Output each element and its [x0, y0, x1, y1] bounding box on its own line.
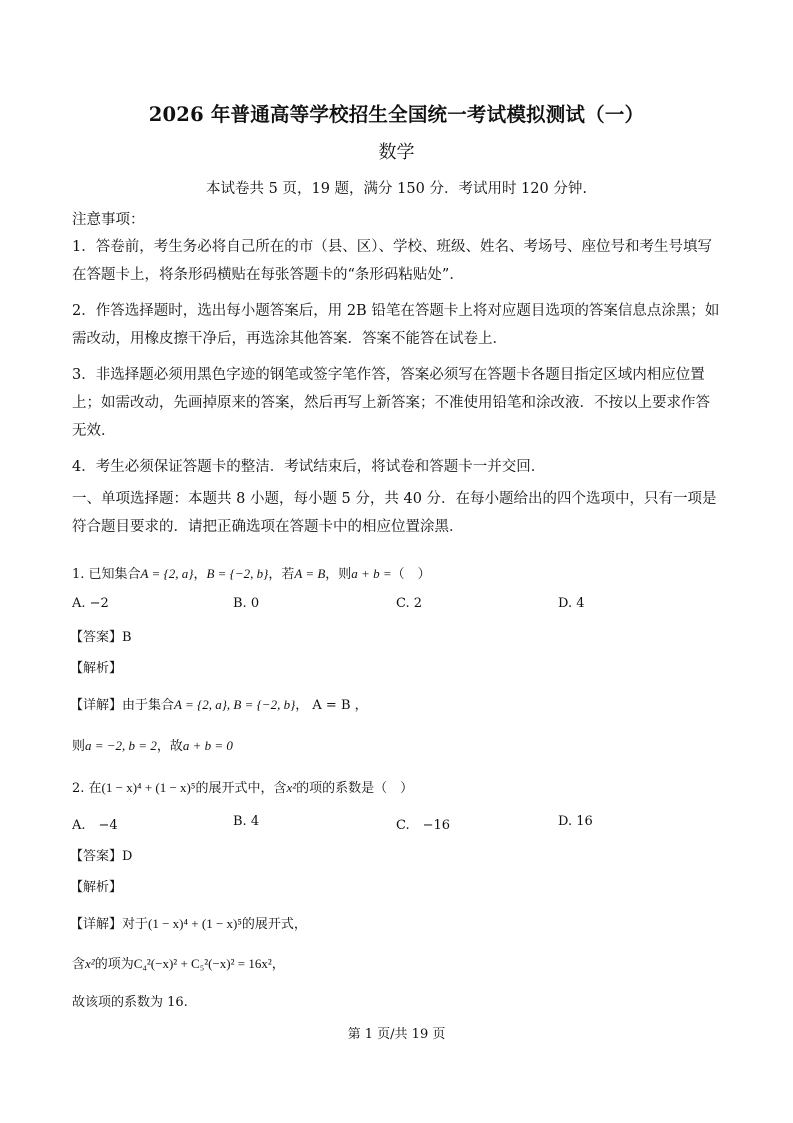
- q1-analysis-tag: 【解析】: [70, 661, 123, 676]
- q1-option-a: A. −2: [72, 596, 109, 611]
- q1-paren: （ ）: [391, 567, 431, 582]
- q2-answer-tag: 【答案】D: [70, 849, 133, 864]
- exam-subject: 数学: [378, 142, 415, 163]
- notice-heading: 注意事项：: [72, 212, 145, 228]
- q1-result-prefix: 则: [72, 739, 86, 754]
- q1-result-mid: ，故: [156, 739, 183, 754]
- q2-detail-suffix: 的展开式，: [241, 917, 307, 932]
- q1-expr: a + b =: [351, 566, 392, 581]
- q1-prefix: 1. 已知集合: [72, 567, 141, 582]
- q2-detail: [70, 913, 307, 932]
- q1-detail-prefix: 【详解】由于集合: [70, 698, 175, 713]
- q2-expr: (1 − x)⁴ + (1 − x)⁵: [101, 780, 196, 795]
- q1-set-a: A = {2, a}: [140, 566, 194, 581]
- q1-detail-sets: A = {2, a}, B = {−2, b}: [174, 697, 296, 712]
- notice-item-3: 3．非选择题必须用黑色字迹的钢笔或签字笔作答，答案必须写在答题卡各题目指定区域内相应位置上；如需改动，先画掉原来的答案，然后再写上新答案；不准使用铅笔和涂改液．不按以上要求作答无效．: [72, 367, 710, 439]
- q2-suffix: 的项的系数是（ ）: [296, 781, 414, 796]
- q2-option-a: A. −4: [72, 818, 118, 833]
- notice-item-1: 1．答卷前，考生务必将自己所在的市（县、区）、学校、班级、姓名、考场号、座位号和考生号填写在答题卡上，将条形码横贴在每张答题卡的“条形码粘贴处”．: [72, 239, 712, 283]
- q1-result: [72, 735, 233, 754]
- q2-term: x²: [286, 780, 297, 795]
- q2-line2-mid: 的项为: [94, 957, 134, 972]
- q2-detail-prefix: 【详解】对于: [70, 917, 149, 932]
- question-1: [72, 563, 431, 582]
- question-2: [72, 777, 413, 796]
- q1-cond: A = B: [294, 566, 326, 581]
- q1-option-d: D. 4: [558, 596, 585, 611]
- q2-option-b: B. 4: [233, 814, 260, 829]
- q1-mid: ，若: [268, 567, 295, 582]
- q1-result-vals: a = −2, b = 2: [85, 738, 157, 753]
- q1-mid2: ，则: [325, 567, 352, 582]
- q2-analysis-tag: 【解析】: [70, 880, 123, 895]
- notice-item-4: 4．考生必须保证答题卡的整洁．考试结束后，将试卷和答题卡一并交回．: [72, 459, 546, 475]
- q2-line2-expr: C₄²(−x)² + C₅²(−x)² = 16x²: [133, 956, 272, 971]
- exam-title: 2026 年普通高等学校招生全国统一考试模拟测试（一）: [148, 103, 645, 126]
- exam-info: 本试卷共 5 页，19 题，满分 150 分．考试用时 120 分钟.: [206, 181, 587, 197]
- q1-sep: ，: [193, 567, 207, 582]
- q1-option-c: C. 2: [396, 596, 423, 611]
- q1-answer-tag: 【答案】B: [70, 630, 132, 645]
- q2-conclusion: 故该项的系数为 16.: [72, 995, 188, 1010]
- q1-detail: [70, 694, 368, 713]
- page-footer: 第 1 页/共 19 页: [347, 1027, 446, 1042]
- q1-option-b: B. 0: [233, 596, 260, 611]
- q2-option-c: C. −16: [396, 818, 451, 833]
- section-heading: 一、单项选择题：本题共 8 小题，每小题 5 分，共 40 分．在每小题给出的四个选项中，只有一项是符合题目要求的．请把正确选项在答题卡中的相应位置涂黑．: [72, 491, 717, 535]
- q2-option-d: D. 16: [558, 814, 593, 829]
- q1-result-expr: a + b = 0: [182, 738, 233, 753]
- q2-line2-suffix: ，: [271, 957, 285, 972]
- q2-line2-prefix: 含: [72, 957, 86, 972]
- q2-line2: [72, 953, 285, 972]
- q2-detail-expr: (1 − x)⁴ + (1 − x)⁵: [148, 916, 242, 931]
- q1-detail-cond: ， A = B ，: [295, 698, 368, 713]
- q2-line2-term: x²: [85, 956, 95, 971]
- q2-mid: 的展开式中，含: [195, 781, 287, 796]
- q2-prefix: 2. 在: [72, 781, 102, 796]
- notice-item-2: 2．作答选择题时，选出每小题答案后，用 2B 铅笔在答题卡上将对应题目选项的答案信息点涂黑；如需改动，用橡皮擦干净后，再选涂其他答案．答案不能答在试卷上．: [72, 303, 720, 347]
- q1-set-b: B = {−2, b}: [206, 566, 269, 581]
